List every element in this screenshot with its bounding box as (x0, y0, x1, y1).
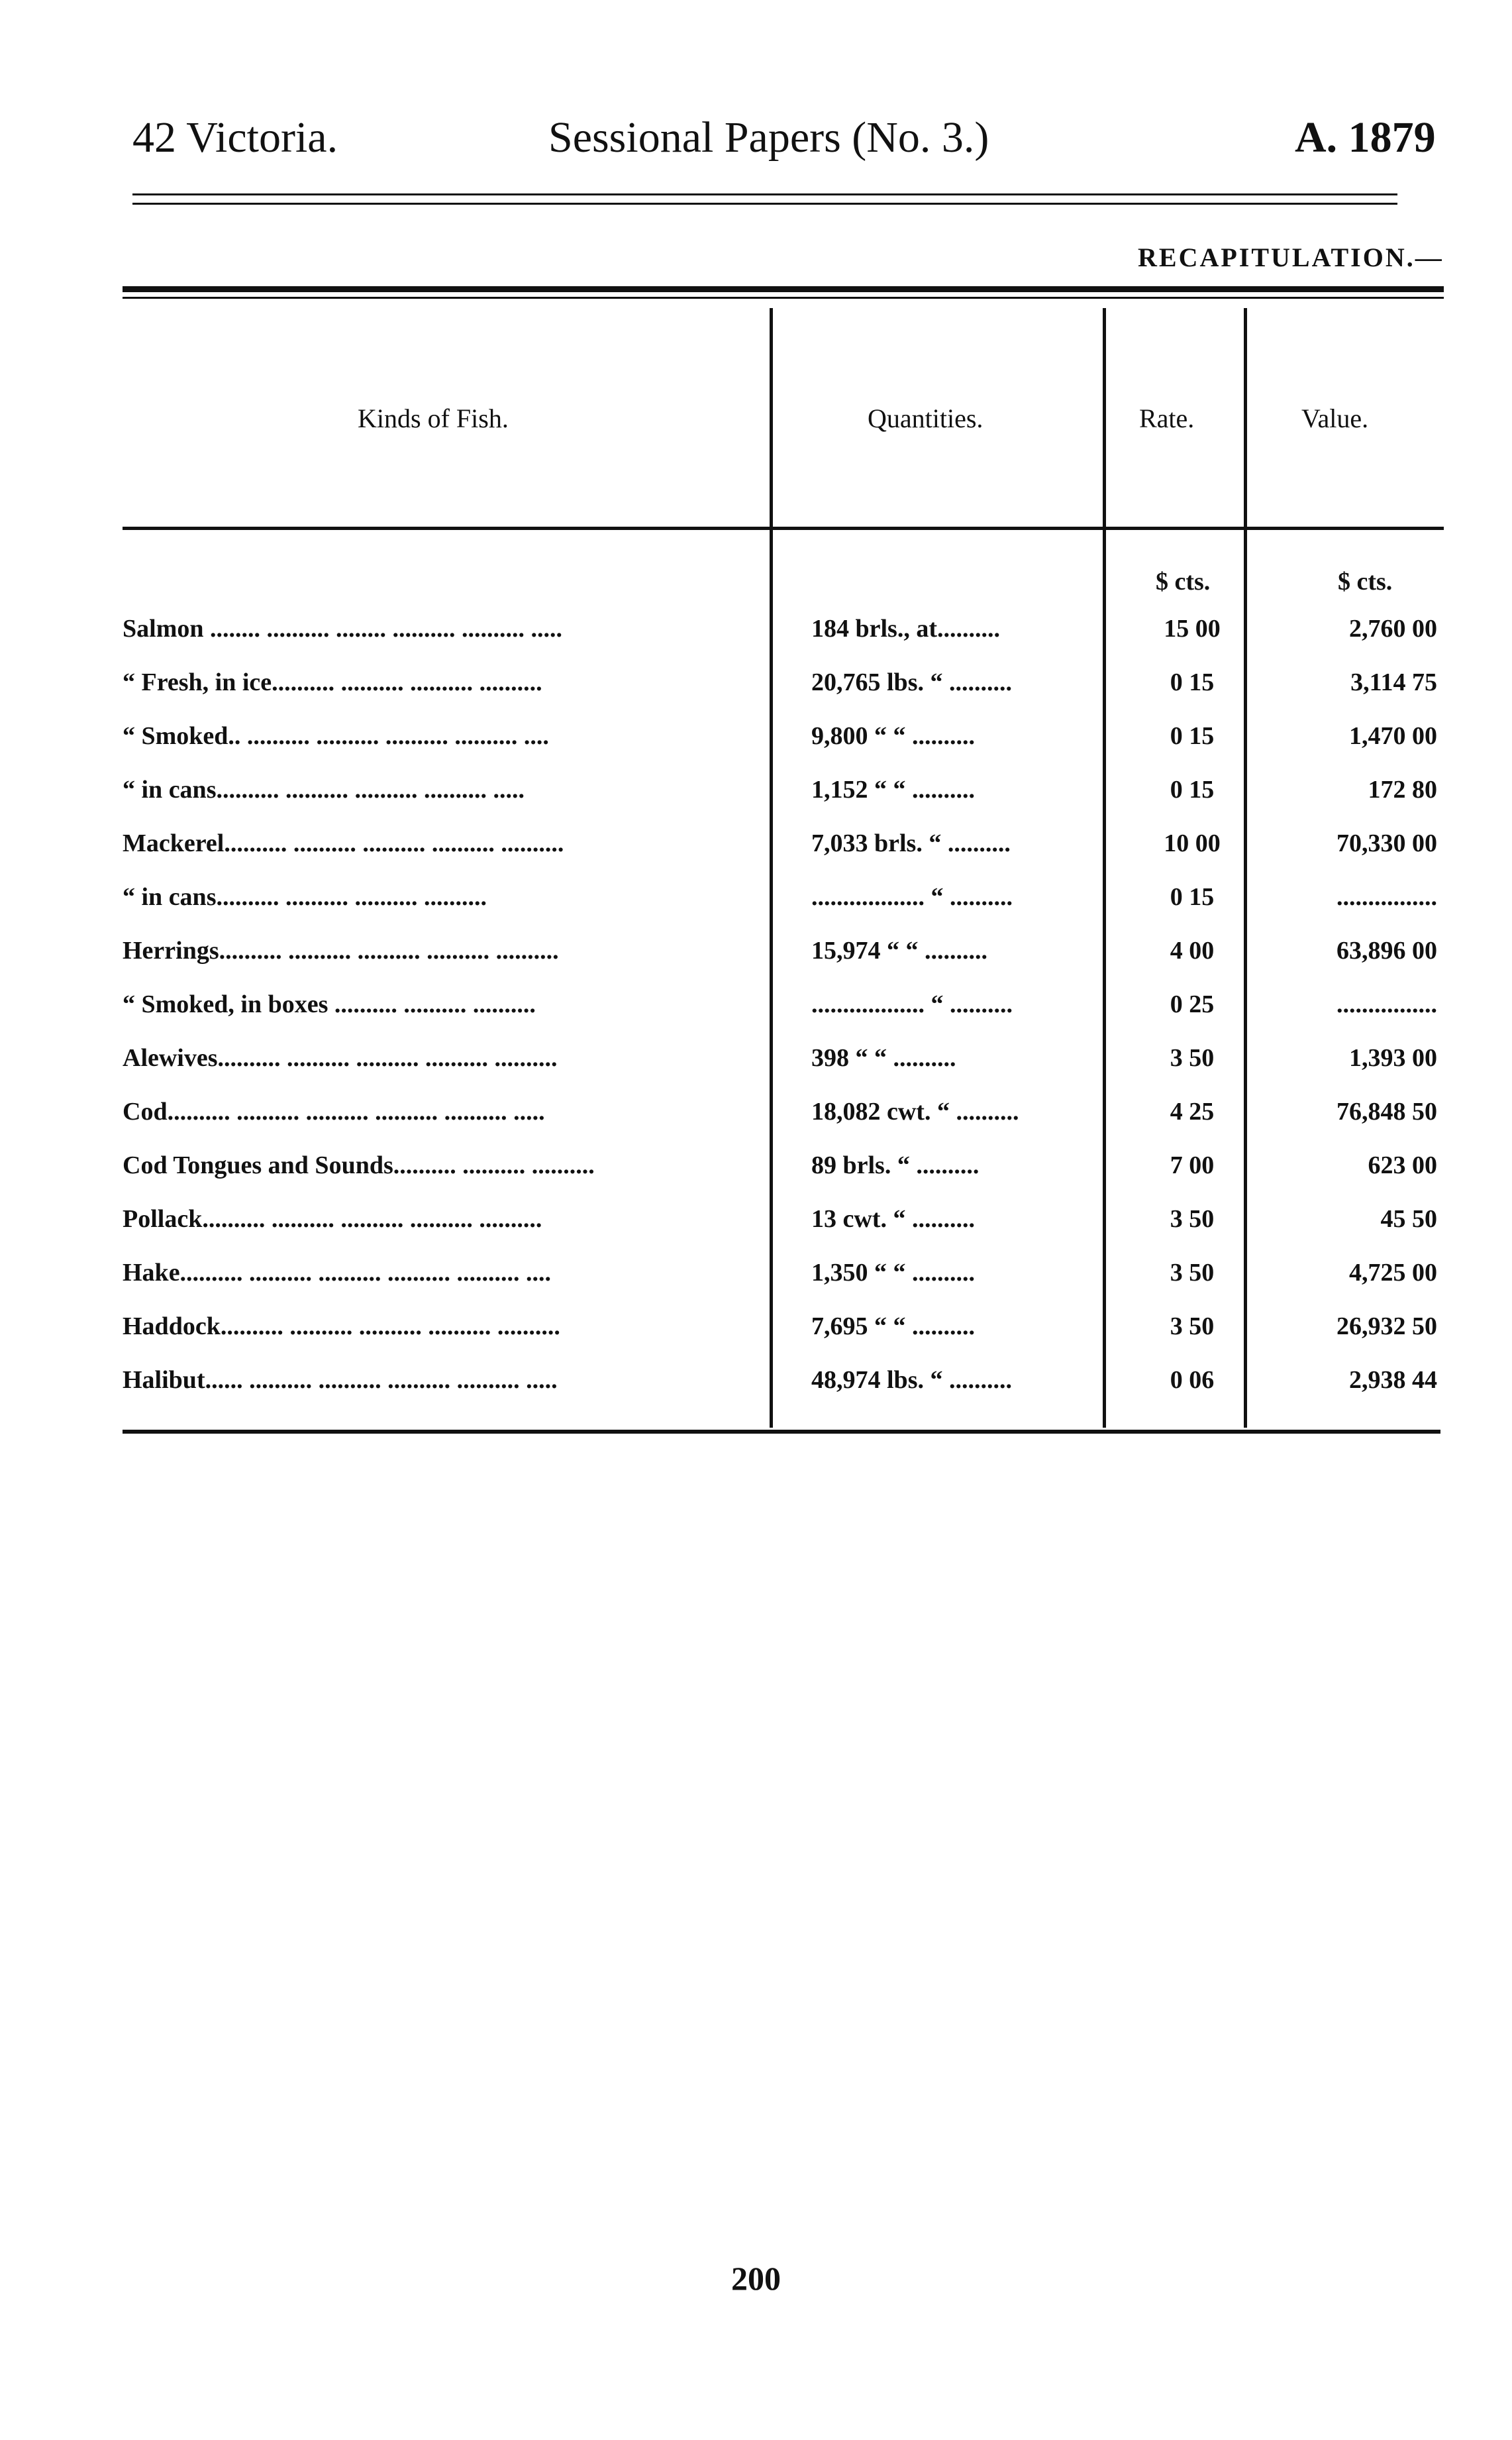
running-header-right: A. 1879 (1295, 113, 1436, 162)
table-row (123, 1035, 1437, 1088)
cell-kind: Halibut...... .......... .......... .......... .......... ..... (123, 1366, 558, 1394)
cell-value: 1,470 00 (1349, 722, 1437, 750)
cell-value: 172 80 (1368, 776, 1437, 804)
table-row (123, 1089, 1437, 1142)
cell-rate: 0 15 (1170, 883, 1215, 911)
units-row (123, 563, 1437, 603)
cell-rate: 4 00 (1170, 937, 1215, 965)
cell-quantity: .................. “ .......... (811, 883, 1013, 911)
table-row (123, 982, 1437, 1035)
cell-quantity: 398 “ “ .......... (811, 1044, 956, 1072)
cell-quantity: 89 brls. “ .......... (811, 1151, 980, 1179)
table-row (123, 821, 1437, 874)
cell-rate: 3 50 (1170, 1205, 1215, 1233)
cell-rate: 0 15 (1170, 722, 1215, 750)
table-row (123, 928, 1437, 981)
table-row (123, 660, 1437, 713)
cell-value: 2,760 00 (1349, 615, 1437, 643)
cell-rate: 0 25 (1170, 990, 1215, 1018)
column-heading-rate: Rate. (1139, 403, 1195, 433)
cell-kind: Herrings.......... .......... .......... .......... .......... (123, 937, 559, 965)
cell-rate: 7 00 (1170, 1151, 1215, 1179)
running-header-left: 42 Victoria. (132, 113, 338, 162)
cell-kind: “ Smoked.. .......... .......... .......... .......... .... (123, 722, 549, 750)
table-row (123, 1250, 1437, 1303)
cell-value: 3,114 75 (1350, 668, 1437, 696)
cell-kind: Mackerel.......... .......... .......... .......... .......... (123, 829, 564, 857)
cell-quantity: .................. “ .......... (811, 990, 1013, 1018)
table-row (123, 606, 1437, 659)
header-rule-top (132, 193, 1397, 195)
cell-kind: Cod.......... .......... .......... .......... .......... ..... (123, 1098, 545, 1126)
cell-quantity: 1,350 “ “ .......... (811, 1259, 975, 1287)
cell-rate: 3 50 (1170, 1259, 1215, 1287)
cell-kind: “ in cans.......... .......... .......... .......... (123, 883, 487, 911)
cell-rate: 10 00 (1164, 829, 1221, 857)
cell-quantity: 1,152 “ “ .......... (811, 776, 975, 804)
table-row (123, 767, 1437, 820)
table-top-rule-thick (123, 286, 1444, 292)
table-row (123, 1304, 1437, 1357)
cell-value: 63,896 00 (1336, 937, 1437, 965)
table-bottom-rule (123, 1430, 1440, 1434)
cell-kind: Alewives.......... .......... .......... .......... .......... (123, 1044, 558, 1072)
column-heading-quantity: Quantities. (868, 403, 983, 433)
cell-value: 26,932 50 (1336, 1312, 1437, 1340)
cell-value: 76,848 50 (1336, 1098, 1437, 1126)
cell-kind: Hake.......... .......... .......... .......... .......... .... (123, 1259, 552, 1287)
cell-value: 623 00 (1368, 1151, 1437, 1179)
cell-value: ................ (1336, 990, 1437, 1018)
cell-rate: 0 15 (1170, 776, 1215, 804)
cell-kind: Haddock.......... .......... .......... .......... .......... (123, 1312, 560, 1340)
cell-rate: 15 00 (1164, 615, 1221, 643)
cell-value: 70,330 00 (1336, 829, 1437, 857)
table-row (123, 1357, 1437, 1410)
running-header-center: Sessional Papers (No. 3.) (548, 113, 989, 162)
cell-kind: “ Fresh, in ice.......... .......... .......... .......... (123, 668, 542, 696)
cell-kind: Pollack.......... .......... .......... .......... .......... (123, 1205, 542, 1233)
table-row (123, 875, 1437, 928)
page-number: 200 (731, 2260, 781, 2297)
heading-rule (123, 527, 1444, 530)
cell-rate: 3 50 (1170, 1312, 1215, 1340)
cell-rate: 0 15 (1170, 668, 1215, 696)
cell-quantity: 7,033 brls. “ .......... (811, 829, 1011, 857)
cell-kind: Cod Tongues and Sounds.......... .......... .......... (123, 1151, 595, 1179)
cell-rate: 3 50 (1170, 1044, 1215, 1072)
table-row (123, 714, 1437, 767)
cell-kind: “ Smoked, in boxes .......... .......... .......... (123, 990, 536, 1018)
cell-value: ................ (1336, 883, 1437, 911)
cell-value: 2,938 44 (1349, 1366, 1437, 1394)
cell-quantity: 13 cwt. “ .......... (811, 1205, 975, 1233)
cell-rate: 0 06 (1170, 1366, 1215, 1394)
section-title: RECAPITULATION.— (1138, 242, 1444, 272)
header-rule-bottom (132, 203, 1397, 205)
value-units: $ cts. (1338, 568, 1393, 596)
cell-rate: 4 25 (1170, 1098, 1215, 1126)
table-top-rule-thin (123, 297, 1444, 299)
table-row (123, 1196, 1437, 1249)
column-heading-value: Value. (1301, 403, 1369, 433)
cell-kind: Salmon ........ .......... ........ .......... .......... ..... (123, 615, 562, 643)
cell-kind: “ in cans.......... .......... .......... .......... ..... (123, 776, 525, 804)
cell-quantity: 7,695 “ “ .......... (811, 1312, 975, 1340)
cell-quantity: 9,800 “ “ .......... (811, 722, 975, 750)
cell-value: 4,725 00 (1349, 1259, 1437, 1287)
cell-quantity: 184 brls., at.......... (811, 615, 1000, 643)
cell-quantity: 20,765 lbs. “ .......... (811, 668, 1012, 696)
cell-value: 1,393 00 (1349, 1044, 1437, 1072)
rate-units: $ cts. (1156, 568, 1211, 596)
column-heading-kind: Kinds of Fish. (358, 403, 509, 433)
table-row (123, 1143, 1437, 1196)
cell-quantity: 15,974 “ “ .......... (811, 937, 987, 965)
cell-quantity: 18,082 cwt. “ .......... (811, 1098, 1019, 1126)
cell-quantity: 48,974 lbs. “ .......... (811, 1366, 1012, 1394)
cell-value: 45 50 (1380, 1205, 1437, 1233)
